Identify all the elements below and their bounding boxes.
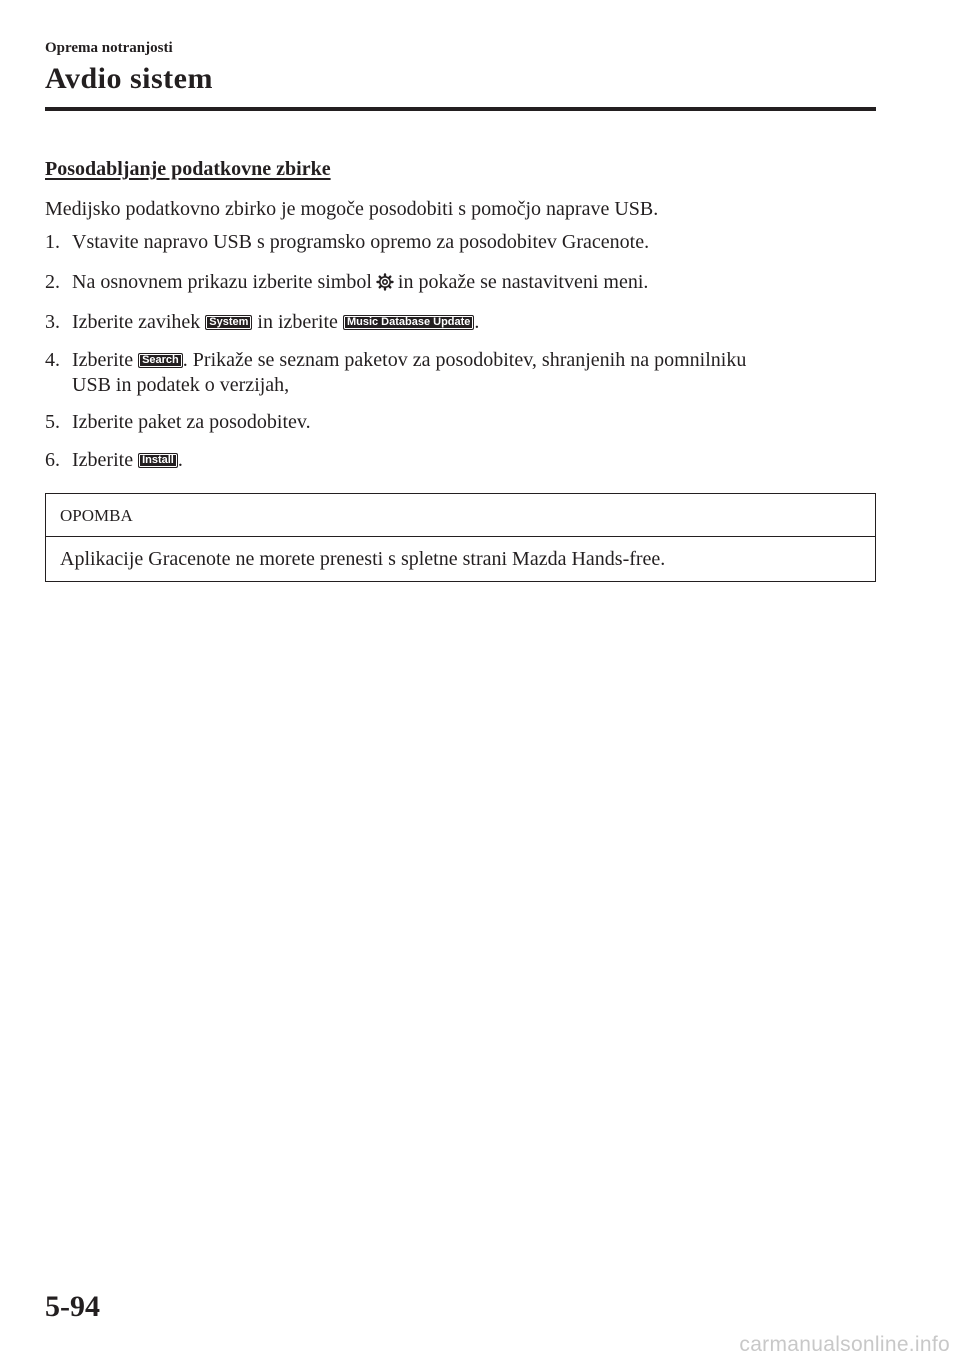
note-label: OPOMBA — [46, 494, 875, 537]
step-text-continuation: USB in podatek o verzijah, — [72, 374, 290, 396]
step-text-end: . — [474, 311, 480, 333]
step-4 — [45, 348, 746, 398]
search-button[interactable]: Search — [138, 353, 183, 368]
intro-paragraph: Medijsko podatkovno zbirko je mogoče posodobiti s pomočjo naprave USB. — [45, 198, 659, 220]
step-number: 5. — [45, 411, 60, 433]
step-text: Izberite — [72, 449, 134, 471]
step-text-end: . — [177, 449, 183, 471]
step-2 — [45, 270, 648, 298]
step-text-mid: in izberite — [257, 311, 338, 333]
step-1 — [45, 230, 649, 255]
step-text-cont: in pokaže se nastavitveni meni. — [397, 271, 649, 293]
step-number: 3. — [45, 311, 60, 333]
step-6 — [45, 448, 183, 473]
step-number: 4. — [45, 349, 60, 371]
page-number: 5-94 — [45, 1290, 100, 1323]
note-box — [45, 493, 876, 582]
system-tab-button[interactable]: System — [205, 315, 252, 330]
step-text-cont: . Prikaže se seznam paketov za posodobitev, shranjenih na pomnilniku — [182, 349, 747, 371]
step-text: Izberite — [72, 349, 134, 371]
step-text: Na osnovnem prikazu izberite simbol — [72, 271, 372, 293]
note-text: Aplikacije Gracenote ne morete prenesti s spletne strani Mazda Hands-free. — [60, 548, 666, 570]
page-title: Avdio sistem — [45, 62, 213, 95]
step-number: 1. — [45, 231, 60, 253]
step-3 — [45, 310, 479, 335]
music-database-update-button[interactable]: Music Database Update — [343, 315, 474, 330]
step-5 — [45, 410, 311, 435]
install-button[interactable]: Install — [138, 453, 178, 468]
step-text: Vstavite napravo USB s programsko opremo za posodobitev Gracenote. — [72, 231, 650, 253]
watermark: carmanualsonline.info — [739, 1333, 950, 1356]
gear-icon[interactable] — [376, 273, 394, 298]
section-title: Oprema notranjosti — [45, 40, 173, 56]
step-number: 6. — [45, 449, 60, 471]
step-text: Izberite paket za posodobitev. — [72, 411, 311, 433]
step-text: Izberite zavihek — [72, 311, 201, 333]
subheading: Posodabljanje podatkovne zbirke — [45, 158, 331, 180]
title-divider — [45, 107, 876, 111]
step-number: 2. — [45, 271, 60, 293]
